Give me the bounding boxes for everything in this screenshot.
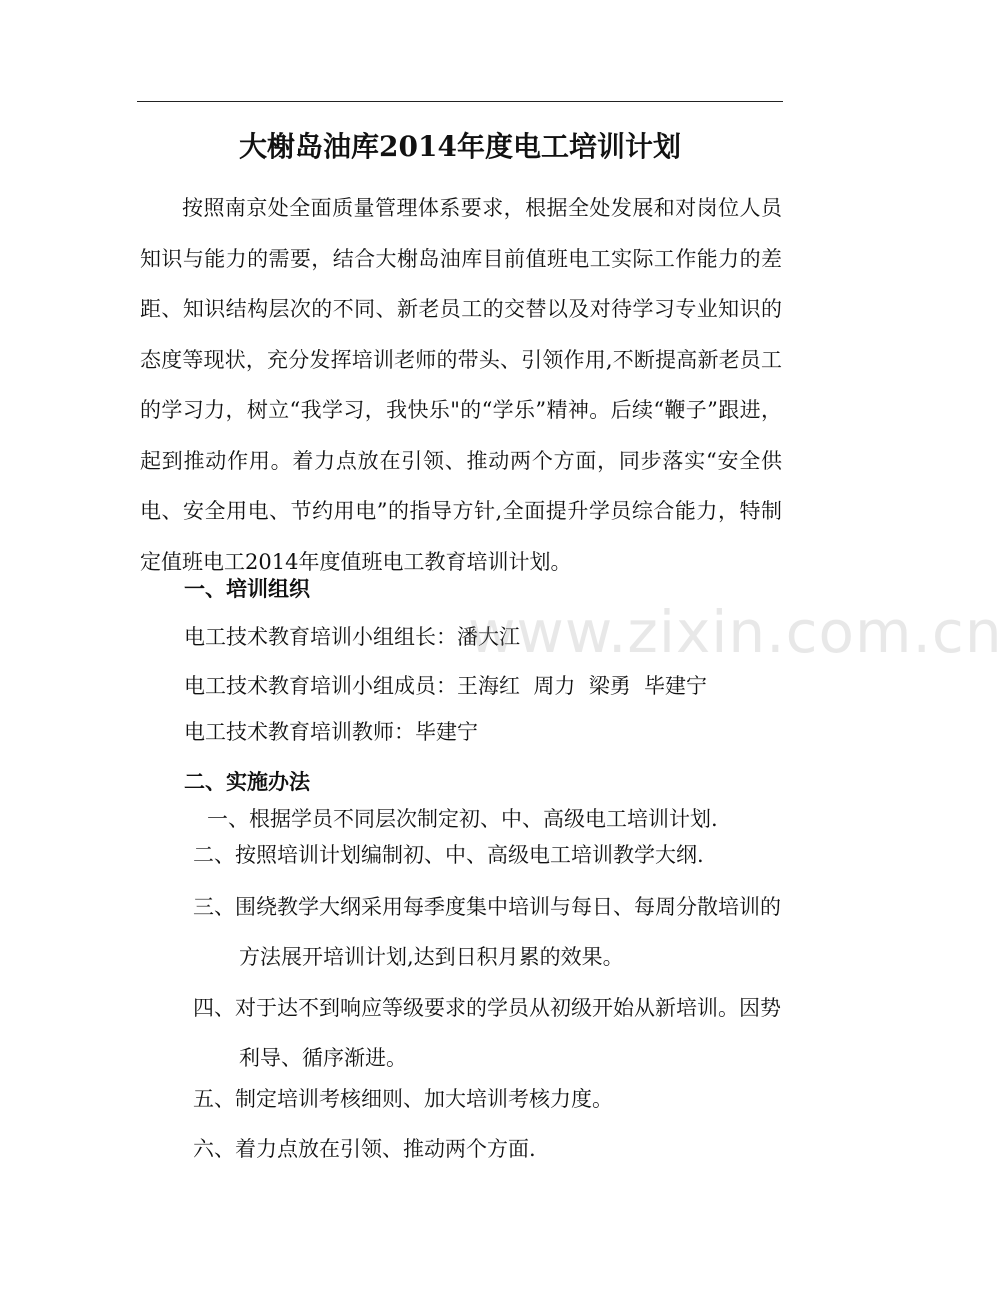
group-members-line: 电工技术教育培训小组成员：王海红 周力 梁勇 毕建宁 (184, 674, 708, 698)
list-item-number: 六、 (193, 1137, 235, 1161)
list-item-text: 着力点放在引领、推动两个方面. (235, 1137, 536, 1161)
section2-heading: 二、实施办法 (184, 769, 310, 794)
list-item-number: 三、 (193, 895, 235, 919)
teacher-line: 电工技术教育培训教师：毕建宁 (184, 720, 478, 744)
list-item-text: 围绕教学大纲采用每季度集中培训与每日、每周分散培训的方法展开培训计划,达到日积月累的效果。 (235, 895, 781, 969)
list-item (193, 882, 783, 982)
list-item (193, 1124, 773, 1174)
header-rule (137, 101, 783, 102)
watermark: www.zixin.com.cn (468, 598, 1003, 666)
list-item-text: 根据学员不同层次制定初、中、高级电工培训计划. (249, 807, 718, 831)
list-item-text: 按照培训计划编制初、中、高级电工培训教学大纲. (235, 843, 704, 867)
document-title: 大榭岛油库2014年度电工培训计划 (239, 130, 681, 163)
list-item (193, 1074, 773, 1124)
list-item-text: 对于达不到响应等级要求的学员从初级开始从新培训。因势利导、循序渐进。 (235, 996, 781, 1070)
list-item-text: 制定培训考核细则、加大培训考核力度。 (235, 1087, 613, 1111)
list-item (193, 830, 773, 880)
section1-heading: 一、培训组织 (184, 576, 310, 601)
group-leader-line: 电工技术教育培训小组组长：潘大江 (184, 625, 520, 649)
list-item-number: 四、 (193, 996, 235, 1020)
list-item-number: 一、 (207, 807, 249, 831)
list-item (193, 983, 783, 1083)
list-item-number: 二、 (193, 843, 235, 867)
list-item-number: 五、 (193, 1087, 235, 1111)
intro-paragraph: 按照南京处全面质量管理体系要求，根据全处发展和对岗位人员知识与能力的需要，结合大榭岛油库目前值班电工实际工作能力的差距、知识结构层次的不同、新老员工的交替以及对待学习专业知识的态度等现状，充分发挥培训老师的带头、引领作用,不断提高新老员工的学习力，树立“我学习，我快乐"的“学乐”精神。后续“鞭子”跟进，起到推动作用。着力点放在引领、推动两个方面，同步落实“安全供电、安全用电、节约用电”的指导方针,全面提升学员综合能力，特制定值班电工2014年度值班电工教育培训计划。 (140, 196, 782, 574)
